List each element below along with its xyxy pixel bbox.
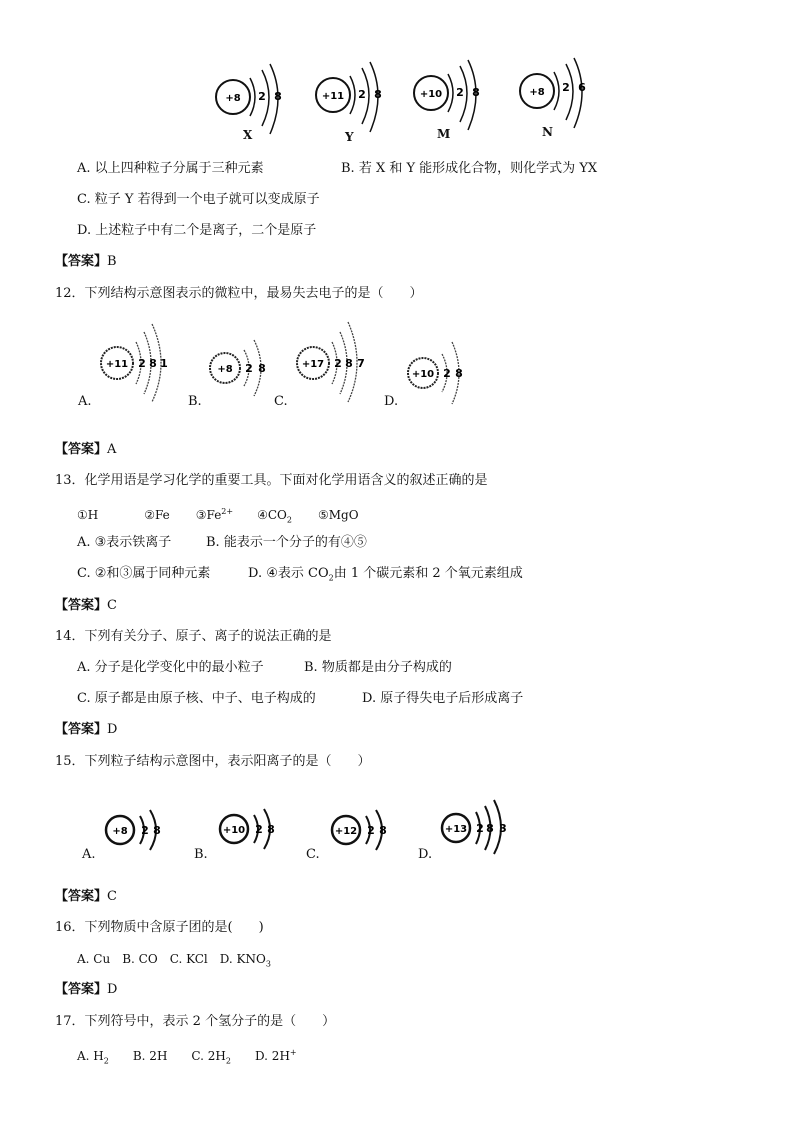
q17-options xyxy=(77,1044,297,1070)
q16-option-c: C. KCl xyxy=(169,952,208,966)
q11-atom-y xyxy=(314,62,394,146)
q14-option-c: C. 原子都是由原子核、中子、电子构成的 xyxy=(77,691,316,706)
svg-text:8: 8 xyxy=(345,357,353,370)
svg-text:+10: +10 xyxy=(222,825,246,836)
svg-text:+8: +8 xyxy=(112,826,128,837)
svg-text:8: 8 xyxy=(374,88,382,101)
q12-atom-a xyxy=(98,320,188,414)
q11-caption-x: X xyxy=(243,128,253,142)
q11-option-a: A. 以上四种粒子分属于三种元素 xyxy=(77,161,264,176)
q16-option-a: A. Cu xyxy=(77,952,111,966)
svg-text:2: 2 xyxy=(255,823,263,836)
q13-option-b: B. 能表示一个分子的有④⑤ xyxy=(206,535,367,550)
q14-option-a: A. 分子是化学变化中的最小粒子 xyxy=(77,660,264,675)
svg-text:+11: +11 xyxy=(321,91,345,102)
svg-text:2: 2 xyxy=(476,822,484,835)
q15-answer: 【答案】C xyxy=(55,889,117,904)
q15-atom-d xyxy=(440,798,520,858)
q11-option-b: B. 若 X 和 Y 能形成化合物，则化学式为 YX xyxy=(341,161,598,176)
q16-option-b: B. CO xyxy=(122,952,158,966)
q14-option-b: B. 物质都是由分子构成的 xyxy=(304,660,452,675)
q11-option-c: C. 粒子 Y 若得到一个电子就可以变成原子 xyxy=(77,192,320,207)
svg-text:1: 1 xyxy=(160,357,168,370)
q15-label-b: B. xyxy=(194,847,208,862)
q15-atom-b xyxy=(218,805,288,859)
q13-symbol-2: ②Fe xyxy=(144,508,170,522)
q11-option-d: D. 上述粒子中有二个是离子，二个是原子 xyxy=(77,223,317,238)
svg-text:7: 7 xyxy=(357,357,365,370)
svg-text:+13: +13 xyxy=(444,824,468,835)
q16-stem: 16．下列物质中含原子团的是( ) xyxy=(55,920,264,935)
q13-stem: 13．化学用语是学习化学的重要工具。下面对化学用语含义的叙述正确的是 xyxy=(55,473,488,488)
svg-text:8: 8 xyxy=(379,824,387,837)
q16-answer: 【答案】D xyxy=(55,982,118,997)
q12-label-d: D. xyxy=(384,394,399,409)
svg-text:+8: +8 xyxy=(225,93,241,104)
q11-atom-m xyxy=(412,60,492,144)
q13-symbol-5: ⑤MgO xyxy=(317,508,359,522)
q17-option-c: C. $2H_2$ xyxy=(191,1049,231,1066)
q13-symbols xyxy=(77,503,359,529)
q16-option-d: D. $KNO_3$ xyxy=(219,952,271,969)
svg-text:2: 2 xyxy=(443,367,451,380)
q13-symbol-4: $④CO_2$ xyxy=(257,508,292,525)
q13-symbol-3: $③Fe^{2+}$ xyxy=(195,507,234,522)
svg-text:+17: +17 xyxy=(301,359,325,370)
q11-answer: 【答案】B xyxy=(55,254,117,269)
svg-text:8: 8 xyxy=(149,357,157,370)
q12-label-a: A. xyxy=(78,394,92,409)
q17-stem: 17．下列符号中，表示 2 个氢分子的是（ ） xyxy=(55,1014,336,1029)
svg-text:8: 8 xyxy=(258,362,266,375)
svg-text:2: 2 xyxy=(334,357,342,370)
svg-text:6: 6 xyxy=(578,81,586,94)
q15-label-a: A. xyxy=(82,847,96,862)
svg-text:2: 2 xyxy=(367,824,375,837)
svg-text:2: 2 xyxy=(456,86,464,99)
svg-text:2: 2 xyxy=(138,357,146,370)
svg-text:3: 3 xyxy=(499,822,507,835)
q12-atom-d xyxy=(404,334,484,418)
svg-text:2: 2 xyxy=(258,90,266,103)
svg-text:8: 8 xyxy=(472,86,480,99)
svg-text:2: 2 xyxy=(141,824,149,837)
svg-text:+8: +8 xyxy=(217,364,233,375)
q13-option-a: A. ③表示铁离子 xyxy=(77,535,172,550)
q11-atom-n xyxy=(518,58,598,142)
q13-option-c: C. ②和③属于同种元素 xyxy=(77,566,211,581)
q14-stem: 14．下列有关分子、原子、离子的说法正确的是 xyxy=(55,629,332,644)
svg-text:2: 2 xyxy=(358,88,366,101)
q13-option-d: D. ④表示 $CO_2$由 1 个碳元素和 2 个氧元素组成 xyxy=(248,566,523,583)
svg-text:8: 8 xyxy=(486,822,494,835)
q12-stem: 12．下列结构示意图表示的微粒中，最易失去电子的是（ ） xyxy=(55,286,423,301)
q17-option-a: A. $H_2$ xyxy=(77,1049,109,1066)
q14-option-d: D. 原子得失电子后形成离子 xyxy=(362,691,524,706)
svg-text:8: 8 xyxy=(274,90,282,103)
svg-text:8: 8 xyxy=(455,367,463,380)
svg-text:+12: +12 xyxy=(334,826,358,837)
q17-option-d: D. 2H+ xyxy=(254,1048,297,1063)
svg-text:2: 2 xyxy=(245,362,253,375)
q17-option-b: B. 2H xyxy=(132,1049,168,1063)
q11-caption-n: N xyxy=(542,125,553,139)
q15-label-c: C. xyxy=(306,847,320,862)
svg-text:8: 8 xyxy=(153,824,161,837)
q12-label-b: B. xyxy=(188,394,202,409)
svg-text:+11: +11 xyxy=(105,359,129,370)
q15-atom-c xyxy=(330,806,400,860)
q12-atom-c xyxy=(294,318,384,412)
q11-caption-m: M xyxy=(437,127,451,141)
q12-label-c: C. xyxy=(274,394,288,409)
q13-answer: 【答案】C xyxy=(55,598,117,613)
svg-text:+8: +8 xyxy=(529,87,545,98)
q16-options xyxy=(77,950,271,973)
q11-caption-y: Y xyxy=(345,130,354,144)
q11-atom-x xyxy=(214,64,294,148)
svg-text:8: 8 xyxy=(267,823,275,836)
svg-text:+10: +10 xyxy=(419,89,443,100)
q15-atom-a xyxy=(104,806,174,860)
q12-answer: 【答案】A xyxy=(55,442,117,457)
q13-symbol-1: ①H xyxy=(77,508,99,522)
svg-text:+10: +10 xyxy=(411,369,435,380)
q14-answer: 【答案】D xyxy=(55,722,118,737)
svg-text:2: 2 xyxy=(562,81,570,94)
q15-label-d: D. xyxy=(418,847,433,862)
q15-stem: 15．下列粒子结构示意图中，表示阳离子的是（ ） xyxy=(55,754,371,769)
